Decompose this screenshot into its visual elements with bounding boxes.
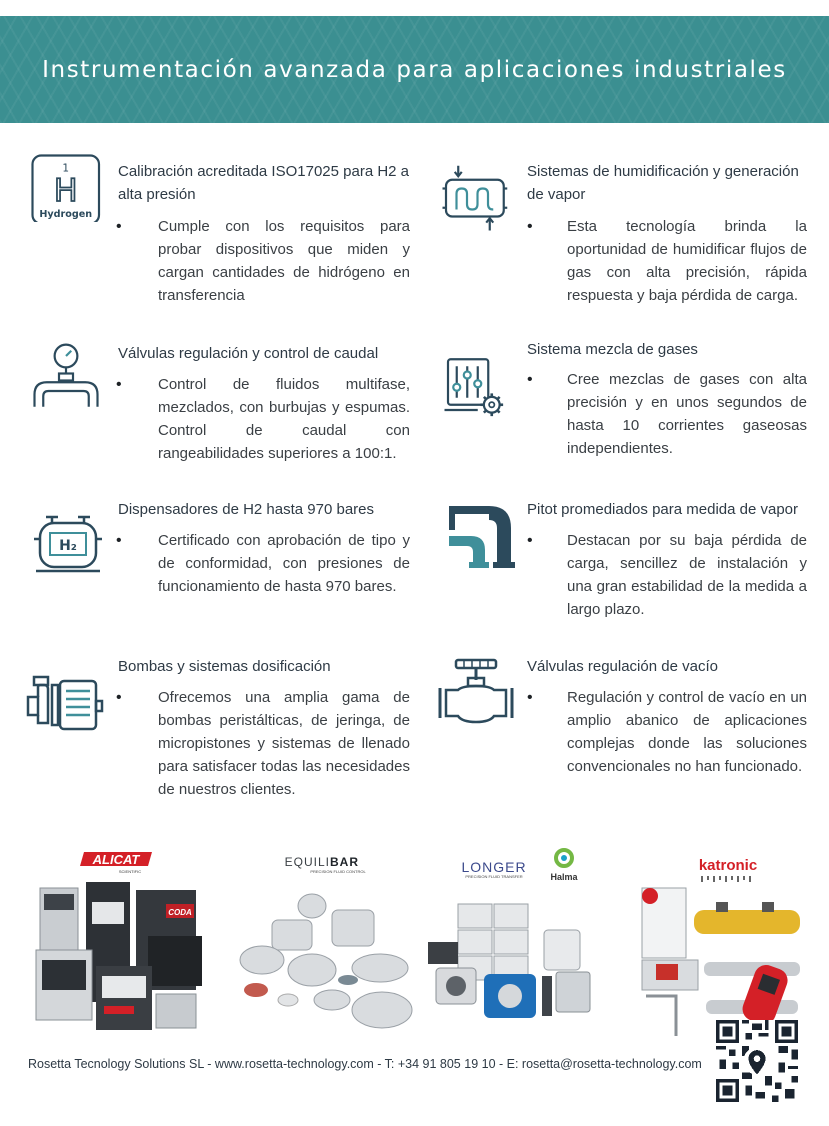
alicat-sub: SCIENTIFIC [118,869,142,874]
humidifier-icon [434,164,514,234]
bullet-dot: • [116,218,122,235]
longer-sub: PRECISION FLUID TRANSFER [465,874,523,879]
brand-alicat [28,846,228,1036]
feature-text: Cree mezclas de gases con alta precisión y en unos segundos de hasta 10 corrientes gaseosas independientes. [567,371,807,457]
footer-contact: Rosetta Tecnology Solutions SL - www.rosetta-technology.com - T: +34 91 805 19 10 - E: rosetta@rosetta-technology.com [28,1057,702,1071]
feature-title: Sistemas de humidificación y generación de vapor [527,163,799,203]
feature-title: Válvulas regulación de vacío [527,658,718,675]
bullet-dot: • [116,376,122,393]
brand-equilibar [232,850,432,1036]
bullet-dot: • [116,689,122,706]
qr-code-image [716,1020,798,1102]
feature-text: Certificado con aprobación de tipo y de conformidad, con presiones de funcionamiento de hasta 970 bares. [158,532,410,595]
svg-text:H: H [53,173,78,209]
equilibar-logo-b: BAR [330,855,359,869]
valve-icon [436,658,516,728]
feature-text: Esta tecnología brinda la oportunidad de humidificar flujos de gas con alta precisión, rápida respuesta y baja pérdida de carga. [567,218,807,304]
halma-logo: Halma [550,872,578,882]
equilibar-logo-a: EQUILI [284,855,330,869]
bullet-dot: • [527,218,533,235]
longer-products-image [426,846,626,1036]
feature-title: Calibración acreditada ISO17025 para H2 a alta presión [118,163,410,203]
bullet-dot: • [116,532,122,549]
feature-text: Control de fluidos multifase, mezclados, con burbujas y espumas. Control de caudal con rangeabilidades superiores a 100:1. [158,376,410,462]
brand-longer [426,846,626,1036]
pressure-gauge-pipe-icon [26,342,106,412]
coda-label: CODA [168,908,192,917]
longer-logo: LONGER [461,859,527,875]
katronic-products-image [636,850,806,1040]
brand-katronic [636,850,806,1040]
feature-text: Cumple con los requisitos para probar dispositivos que miden y cargan cantidades de hidrógeno en transferencia [158,218,410,304]
bullet-dot: • [527,371,533,388]
feature-text: Regulación y control de vacío en un amplio abanico de aplicaciones complejas donde las soluciones convencionales no han funcionado. [567,689,807,775]
pump-icon [26,670,106,740]
h2-tank-icon [30,510,110,580]
equilibar-sub: PRECISION FLUID CONTROL [310,869,366,874]
svg-text:1: 1 [62,162,70,175]
bullet-dot: • [527,532,533,549]
alicat-products-image [28,846,228,1036]
page-title: Instrumentación avanzada para aplicaciones industriales [42,56,787,83]
header-banner [0,16,829,123]
feature-title: Bombas y sistemas dosificación [118,658,331,675]
feature-text: Destacan por su baja pérdida de carga, sencillez de instalación y una gran estabilidad de la medida a largo plazo. [567,532,807,618]
katronic-logo: katronic [698,857,758,874]
feature-title: Sistema mezcla de gases [527,341,698,358]
feature-title: Dispensadores de H2 hasta 970 bares [118,501,374,518]
feature-title: Pitot promediados para medida de vapor [527,501,798,518]
feature-text: Ofrecemos una amplia gama de bombas peristálticas, de jeringa, de micropistones y sistemas de llenado para satisfacer todas las necesidades de nuestros clientes. [158,689,410,798]
equilibar-products-image [232,850,432,1036]
alicat-logo: ALICAT [92,852,140,867]
pipe-elbow-icon [440,502,520,572]
bullet-dot: • [527,689,533,706]
hydrogen-icon [24,152,104,222]
svg-text:H₂: H₂ [59,538,77,554]
feature-title: Válvulas regulación y control de caudal [118,345,379,362]
svg-text:Hydrogen: Hydrogen [39,208,93,220]
control-panel-gear-icon [436,354,516,424]
